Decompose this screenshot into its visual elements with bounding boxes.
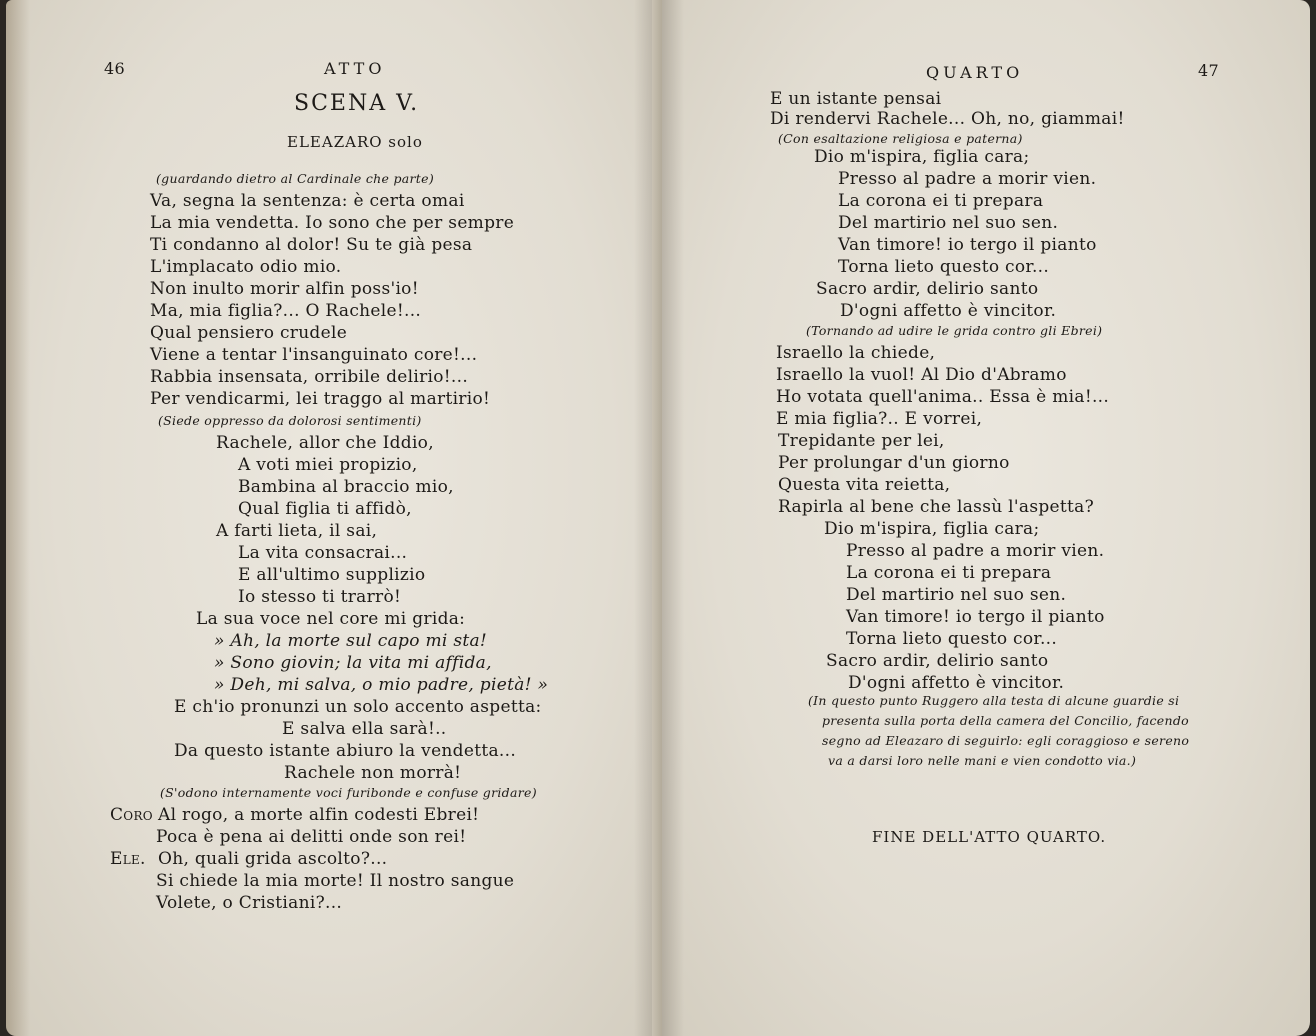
verse-line: Ma, mia figlia?... O Rachele!... (150, 301, 422, 321)
verse-line: Viene a tentar l'insanguinato core!... (150, 345, 478, 365)
stage-direction: (guardando dietro al Cardinale che parte) (156, 171, 434, 186)
verse-line: Bambina al braccio mio, (238, 477, 454, 497)
verse-line: Rapirla al bene che lassù l'aspetta? (778, 497, 1095, 517)
verse-line: Rachele, allor che Iddio, (216, 433, 434, 453)
verse-line: E salva ella sarà!.. (282, 719, 447, 739)
stage-direction: va a darsi loro nelle mani e vien condotto via.) (828, 753, 1137, 768)
verse-line: Volete, o Cristiani?... (156, 893, 343, 913)
verse-line: Del martirio nel suo sen. (838, 213, 1059, 233)
verse-line: E all'ultimo supplizio (238, 565, 426, 585)
verse-line: Israello la chiede, (776, 343, 936, 363)
verse-line: Di rendervi Rachele... Oh, no, giammai! (770, 109, 1125, 129)
verse-line: Trepidante per lei, (778, 431, 945, 451)
verse-line: Oh, quali grida ascolto?... (158, 849, 388, 869)
verse-line: Questa vita reietta, (778, 475, 951, 495)
verse-line: Io stesso ti trarrò! (238, 587, 402, 607)
verse-line: La vita consacrai... (238, 543, 408, 563)
verse-line: E ch'io pronunzi un solo accento aspetta: (174, 697, 542, 717)
verse-line: Non inulto morir alfin poss'io! (150, 279, 419, 299)
verse-line: Torna lieto questo cor... (838, 257, 1050, 277)
verse-line: Sacro ardir, delirio santo (826, 651, 1049, 671)
stage-direction: (In questo punto Ruggero alla testa di alcune guardie si (808, 693, 1180, 708)
verse-line: La mia vendetta. Io sono che per sempre (150, 213, 515, 233)
verse-line: Torna lieto questo cor... (846, 629, 1058, 649)
verse-line: A voti miei propizio, (238, 455, 418, 475)
verse-line: » Deh, mi salva, o mio padre, pietà! » (214, 675, 549, 695)
end-of-act: FINE DELL'ATTO QUARTO. (872, 828, 1107, 846)
verse-line: Per vendicarmi, lei traggo al martirio! (150, 389, 491, 409)
verse-line: Va, segna la sentenza: è certa omai (150, 191, 465, 211)
stage-direction: presenta sulla porta della camera del Concilio, facendo (822, 713, 1189, 728)
verse-line: Si chiede la mia morte! Il nostro sangue (156, 871, 515, 891)
stage-direction: segno ad Eleazaro di seguirlo: egli coraggioso e sereno (822, 733, 1190, 748)
verse-line: Del martirio nel suo sen. (846, 585, 1067, 605)
running-head: ATTO (324, 59, 386, 78)
verse-line: E un istante pensai (770, 89, 942, 109)
verse-line: La corona ei ti prepara (846, 563, 1052, 583)
verse-line: Poca è pena ai delitti onde son rei! (156, 827, 467, 847)
verse-line: D'ogni affetto è vincitor. (840, 301, 1057, 321)
verse-line: Israello la vuol! Al Dio d'Abramo (776, 365, 1067, 385)
verse-line: D'ogni affetto è vincitor. (848, 673, 1065, 693)
verse-line: Per prolungar d'un giorno (778, 453, 1010, 473)
verse-line: Rachele non morrà! (284, 763, 462, 783)
stage-direction: (Siede oppresso da dolorosi sentimenti) (158, 413, 422, 428)
page-number: 46 (104, 59, 125, 78)
verse-line: Al rogo, a morte alfin codesti Ebrei! (158, 805, 480, 825)
character-name: ELEAZARO solo (287, 133, 423, 151)
verse-line: Dio m'ispira, figlia cara; (814, 147, 1030, 167)
right-page (662, 0, 1310, 1036)
verse-line: La corona ei ti prepara (838, 191, 1044, 211)
verse-line: Van timore! io tergo il pianto (846, 607, 1105, 627)
running-head: QUARTO (926, 63, 1024, 82)
stage-direction: (Tornando ad udire le grida contro gli Ebrei) (806, 323, 1103, 338)
verse-line: Sacro ardir, delirio santo (816, 279, 1039, 299)
verse-line: Presso al padre a morir vien. (846, 541, 1105, 561)
verse-line: E mia figlia?.. E vorrei, (776, 409, 983, 429)
verse-line: Van timore! io tergo il pianto (838, 235, 1097, 255)
speaker-label: Ele. (110, 849, 146, 869)
verse-line: Dio m'ispira, figlia cara; (824, 519, 1040, 539)
verse-line: » Ah, la morte sul capo mi sta! (214, 631, 488, 651)
left-page (6, 0, 662, 1036)
scene-title: SCENA V. (294, 91, 420, 116)
verse-line: Rabbia insensata, orribile delirio!... (150, 367, 469, 387)
verse-line: La sua voce nel core mi grida: (196, 609, 466, 629)
verse-line: Presso al padre a morir vien. (838, 169, 1097, 189)
verse-line: Da questo istante abiuro la vendetta... (174, 741, 517, 761)
verse-line: L'implacato odio mio. (150, 257, 342, 277)
stage-direction: (S'odono internamente voci furibonde e confuse gridare) (160, 785, 537, 800)
verse-line: A farti lieta, il sai, (216, 521, 378, 541)
stage-direction: (Con esaltazione religiosa e paterna) (778, 131, 1023, 146)
verse-line: Qual pensiero crudele (150, 323, 348, 343)
verse-line: Ti condanno al dolor! Su te già pesa (150, 235, 473, 255)
verse-line: Ho votata quell'anima.. Essa è mia!... (776, 387, 1110, 407)
page-number: 47 (1198, 61, 1219, 80)
verse-line: » Sono giovin; la vita mi affida, (214, 653, 492, 673)
speaker-label: Coro (110, 805, 153, 825)
verse-line: Qual figlia ti affidò, (238, 499, 412, 519)
